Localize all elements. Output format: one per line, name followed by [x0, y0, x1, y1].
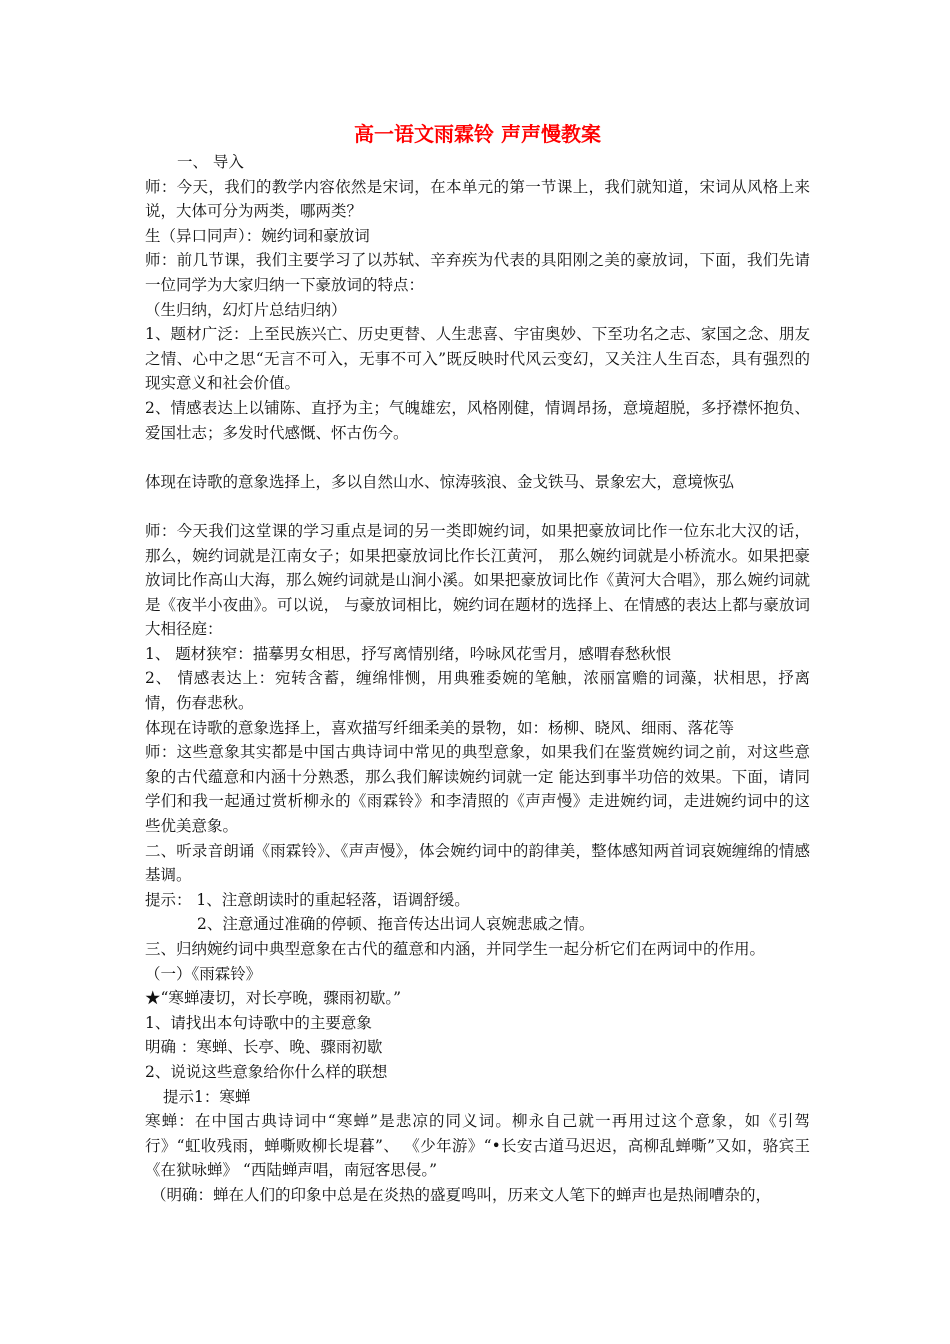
paragraph: 体现在诗歌的意象选择上，多以自然山水、惊涛骇浪、金戈铁马、景象宏大，意境恢弘	[145, 472, 735, 491]
blank-line	[145, 494, 810, 519]
section-heading: 二、听录音朗诵《雨霖铃》、《声声慢》，体会婉约词中的韵律美，整体感知两首词哀婉缠绵的情感基调。	[145, 841, 810, 885]
subsection-heading: （一）《雨霖铃》	[145, 964, 262, 983]
section-heading: 三、归纳婉约词中典型意象在古代的蕴意和内涵，并同学生一起分析它们在两词中的作用。	[145, 940, 766, 958]
paragraph: 寒蝉：在中国古典诗词中“寒蝉”是悲凉的同义词。柳永自己就一再用过这个意象，如《引驾行》“虹收残雨，蝉嘶败柳长堤暮”、 《少年游》“•长安古道马迟迟，高柳乱蝉嘶”又如，骆宾王《在狱咏蝉》 “西陆蝉声唱，南冠客思侵。”	[145, 1112, 810, 1180]
paragraph: 师：这些意象其实都是中国古典诗词中常见的典型意象，如果我们在鉴赏婉约词之前，对这些意象的古代蕴意和内涵十分熟悉，那么我们解读婉约词就一定 能达到事半功倍的效果。下面，请同学们和我一起通过赏析柳永的《雨霖铃》和李清照的《声声慢》走进婉约词，走进婉约词中的这些优美意象。	[145, 743, 810, 836]
paragraph: 师：今天我们这堂课的学习重点是词的另一类即婉约词，如果把豪放词比作一位东北大汉的话，那么，婉约词就是江南女子；如果把豪放词比作长江黄河， 那么婉约词就是小桥流水。如果把豪放词比作高山大海，那么婉约词就是山涧小溪。如果把豪放词比作《黄河大合唱》，那么婉约词就是《夜半小夜曲》。可以说， 与豪放词相比，婉约词在题材的选择上、在情感的表达上都与豪放词大相径庭：	[145, 521, 810, 639]
section-heading-intro: 一、 导入	[177, 153, 244, 171]
hint-heading: 提示1：寒蝉	[163, 1087, 251, 1106]
paragraph: 师：前几节课，我们主要学习了以苏轼、辛弃疾为代表的具阳刚之美的豪放词，下面，我们先请一位同学为大家归纳一下豪放词的特点：	[145, 251, 810, 294]
paragraph: 师：今天，我们的教学内容依然是宋词，在本单元的第一节课上，我们就知道，宋词从风格上来说，大体可分为两类，哪两类？	[145, 177, 810, 221]
quote-line: ★“寒蝉凄切，对长亭晚，骤雨初歇。”	[145, 989, 402, 1008]
paragraph: （生归纳，幻灯片总结归纳）	[145, 300, 347, 319]
list-item: 2、情感表达上以铺陈、直抒为主；气魄雄宏，风格刚健，情调昂扬，意境超脱，多抒襟怀抱负、爱国壮志；多发时代感慨、怀古伤今。	[145, 398, 810, 442]
document-page	[145, 118, 810, 1208]
question-item: 2、说说这些意象给你什么样的联想	[145, 1062, 388, 1081]
blank-line	[145, 445, 810, 470]
list-item: 1、 题材狭窄：描摹男女相思，抒写离情别绪，吟咏风花雪月，感喟春愁秋恨	[145, 644, 672, 663]
hint-item: 2、注意通过准确的停顿、拖音传达出词人哀婉悲戚之情。	[197, 915, 595, 934]
hint-item: 提示： 1、注意朗读时的重起轻落，语调舒缓。	[145, 890, 470, 909]
question-item: 1、请找出本句诗歌中的主要意象	[145, 1013, 372, 1032]
paragraph: 体现在诗歌的意象选择上，喜欢描写纤细柔美的景物，如：杨柳、晓风、细雨、落花等	[145, 718, 735, 737]
list-item: 1、题材广泛：上至民族兴亡、历史更替、人生悲喜、宇宙奥妙、下至功名之志、家国之念、朋友之情、心中之思“无言不可入，无事不可入”既反映时代风云变幻，又关注人生百态，具有强烈的现实意义和社会价值。	[145, 325, 810, 393]
answer-item: 明确 ：寒蝉、长亭、晚、骤雨初歇	[145, 1038, 383, 1057]
document-title: 高一语文雨霖铃 声声慢教案	[354, 122, 601, 146]
paragraph: （明确：蝉在人们的印象中总是在炎热的盛夏鸣叫，历来文人笔下的蝉声也是热闹嘈杂的，	[151, 1185, 772, 1204]
list-item: 2、 情感表达上：宛转含蓄，缠绵悱恻，用典雅委婉的笔触，浓丽富赡的词藻，状相思，抒离情，伤春悲秋。	[145, 669, 810, 713]
paragraph: 生（异口同声）：婉约词和豪放词	[145, 226, 370, 245]
